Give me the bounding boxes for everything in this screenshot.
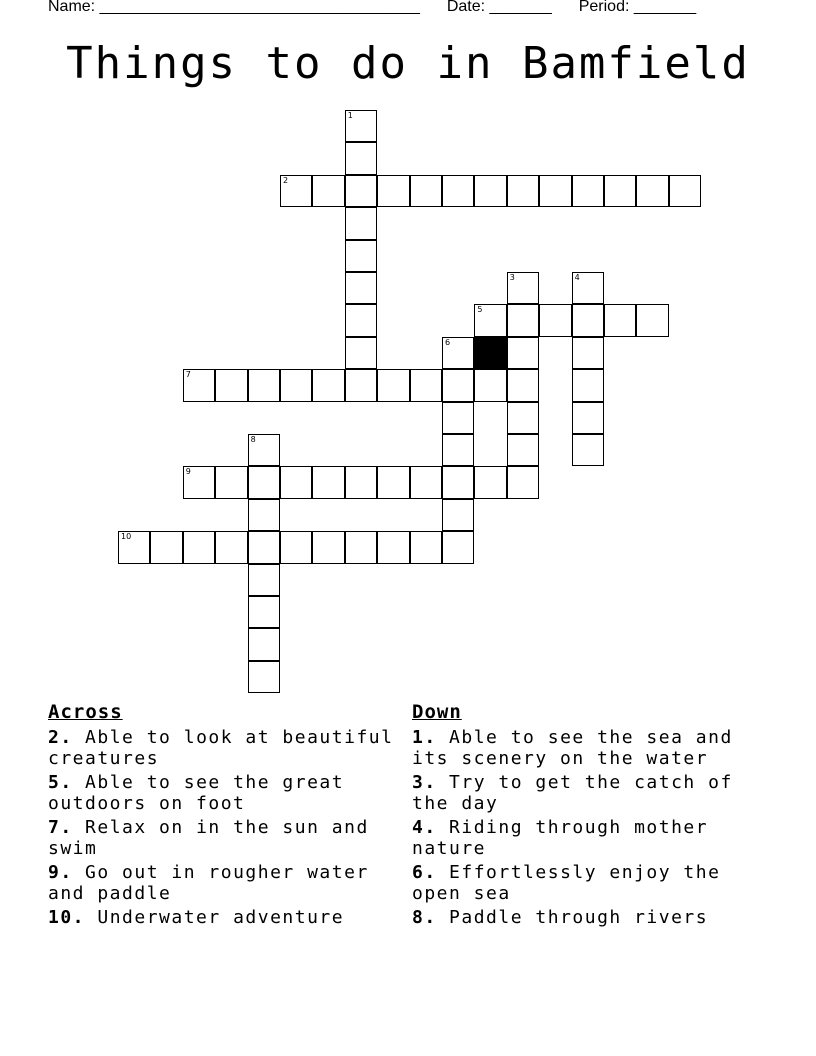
grid-cell[interactable] bbox=[345, 272, 377, 304]
grid-cell[interactable] bbox=[636, 304, 668, 336]
grid-cell[interactable] bbox=[248, 596, 280, 628]
grid-cell[interactable] bbox=[572, 369, 604, 401]
clue-number: 9 bbox=[185, 467, 191, 477]
down-heading: Down bbox=[412, 701, 462, 723]
grid-cell[interactable] bbox=[507, 466, 539, 498]
grid-cell[interactable] bbox=[345, 240, 377, 272]
grid-cell[interactable] bbox=[183, 369, 215, 401]
clue-number: 3 bbox=[509, 273, 515, 282]
grid-cell[interactable] bbox=[539, 304, 571, 336]
grid-cell[interactable] bbox=[312, 531, 344, 563]
grid-cell[interactable] bbox=[377, 175, 409, 207]
grid-cell[interactable] bbox=[572, 337, 604, 369]
grid-cell[interactable] bbox=[248, 564, 280, 596]
grid-cell[interactable] bbox=[442, 466, 474, 498]
grid-cell[interactable] bbox=[312, 369, 344, 401]
grid-cell[interactable] bbox=[280, 466, 312, 498]
across-clues bbox=[48, 700, 398, 931]
grid-cell[interactable] bbox=[118, 531, 150, 563]
grid-cell[interactable] bbox=[248, 661, 280, 693]
clue-number: 8 bbox=[250, 435, 256, 444]
grid-cell[interactable] bbox=[345, 304, 377, 336]
grid-cell[interactable] bbox=[572, 304, 604, 336]
grid-cell[interactable] bbox=[507, 304, 539, 336]
grid-cell[interactable] bbox=[572, 175, 604, 207]
grid-cell[interactable] bbox=[345, 110, 377, 142]
clue-down-3: 3. Try to get the catch of the day bbox=[412, 772, 733, 814]
grid-cell[interactable] bbox=[410, 369, 442, 401]
grid-cell[interactable] bbox=[410, 466, 442, 498]
clue-number: 1 bbox=[347, 111, 353, 120]
grid-cell[interactable] bbox=[474, 304, 506, 336]
grid-cell[interactable] bbox=[604, 175, 636, 207]
clue-number: 5 bbox=[477, 305, 483, 315]
grid-cell[interactable] bbox=[183, 466, 215, 498]
grid-cell[interactable] bbox=[474, 369, 506, 401]
grid-cell[interactable] bbox=[604, 304, 636, 336]
grid-cell[interactable] bbox=[507, 369, 539, 401]
grid-cell[interactable] bbox=[248, 499, 280, 531]
clue-number: 4 bbox=[574, 273, 580, 282]
grid-cell[interactable] bbox=[377, 369, 409, 401]
grid-cell[interactable] bbox=[345, 175, 377, 207]
grid-cell[interactable] bbox=[345, 531, 377, 563]
clue-across-7: 7. Relax on in the sun and swim bbox=[48, 817, 369, 859]
grid-cell[interactable] bbox=[312, 175, 344, 207]
clue-number: 6 bbox=[445, 337, 451, 347]
grid-cell-black bbox=[474, 337, 506, 369]
grid-cell[interactable] bbox=[215, 369, 247, 401]
grid-cell[interactable] bbox=[572, 402, 604, 434]
grid-cell[interactable] bbox=[248, 531, 280, 563]
grid-cell[interactable] bbox=[442, 499, 474, 531]
grid-cell[interactable] bbox=[280, 531, 312, 563]
across-heading: Across bbox=[48, 701, 123, 723]
date-field[interactable]: Date: _______ bbox=[446, 0, 552, 15]
grid-cell[interactable] bbox=[507, 337, 539, 369]
grid-cell[interactable] bbox=[183, 531, 215, 563]
grid-cell[interactable] bbox=[280, 369, 312, 401]
grid-cell[interactable] bbox=[215, 531, 247, 563]
clue-across-5: 5. Able to see the great outdoors on foot bbox=[48, 772, 345, 814]
grid-cell[interactable] bbox=[248, 628, 280, 660]
clue-down-8: 8. Paddle through rivers bbox=[412, 907, 709, 928]
grid-cell[interactable] bbox=[345, 337, 377, 369]
grid-cell[interactable] bbox=[345, 142, 377, 174]
clue-across-9: 9. Go out in rougher water and paddle bbox=[48, 862, 369, 904]
clue-down-1: 1. Able to see the sea and its scenery on the water bbox=[412, 727, 733, 769]
grid-cell[interactable] bbox=[636, 175, 668, 207]
grid-cell[interactable] bbox=[345, 466, 377, 498]
clue-number: 10 bbox=[121, 532, 132, 542]
clue-number: 2 bbox=[283, 175, 289, 185]
grid-cell[interactable] bbox=[377, 466, 409, 498]
grid-cell[interactable] bbox=[442, 369, 474, 401]
grid-cell[interactable] bbox=[442, 434, 474, 466]
grid-cell[interactable] bbox=[377, 531, 409, 563]
grid-cell[interactable] bbox=[442, 531, 474, 563]
clue-number: 7 bbox=[185, 370, 191, 380]
grid-cell[interactable] bbox=[345, 369, 377, 401]
grid-cell[interactable] bbox=[442, 175, 474, 207]
grid-cell[interactable] bbox=[248, 466, 280, 498]
period-field[interactable]: Period: _______ bbox=[578, 0, 697, 15]
grid-cell[interactable] bbox=[474, 175, 506, 207]
grid-cell[interactable] bbox=[442, 337, 474, 369]
grid-cell[interactable] bbox=[345, 207, 377, 239]
grid-cell[interactable] bbox=[248, 434, 280, 466]
grid-cell[interactable] bbox=[215, 466, 247, 498]
grid-cell[interactable] bbox=[669, 175, 701, 207]
grid-cell[interactable] bbox=[507, 272, 539, 304]
page-title: Things to do in Bamfield bbox=[66, 38, 750, 89]
grid-cell[interactable] bbox=[572, 434, 604, 466]
clue-down-4: 4. Riding through mother nature bbox=[412, 817, 709, 859]
grid-cell[interactable] bbox=[539, 175, 571, 207]
down-clues bbox=[412, 700, 772, 931]
grid-cell[interactable] bbox=[572, 272, 604, 304]
grid-cell[interactable] bbox=[507, 175, 539, 207]
clue-across-2: 2. Able to look at beautiful creatures bbox=[48, 727, 394, 769]
grid-cell[interactable] bbox=[312, 466, 344, 498]
grid-cell[interactable] bbox=[410, 175, 442, 207]
grid-cell[interactable] bbox=[150, 531, 182, 563]
grid-cell[interactable] bbox=[507, 434, 539, 466]
name-field[interactable]: Name: ____________________________________ bbox=[48, 0, 420, 15]
grid-cell[interactable] bbox=[410, 531, 442, 563]
grid-cell[interactable] bbox=[280, 175, 312, 207]
clue-across-10: 10. Underwater adventure bbox=[48, 907, 345, 928]
grid-cell[interactable] bbox=[474, 466, 506, 498]
grid-cell[interactable] bbox=[248, 369, 280, 401]
grid-cell[interactable] bbox=[507, 402, 539, 434]
clue-down-6: 6. Effortlessly enjoy the open sea bbox=[412, 862, 721, 904]
grid-cell[interactable] bbox=[442, 402, 474, 434]
